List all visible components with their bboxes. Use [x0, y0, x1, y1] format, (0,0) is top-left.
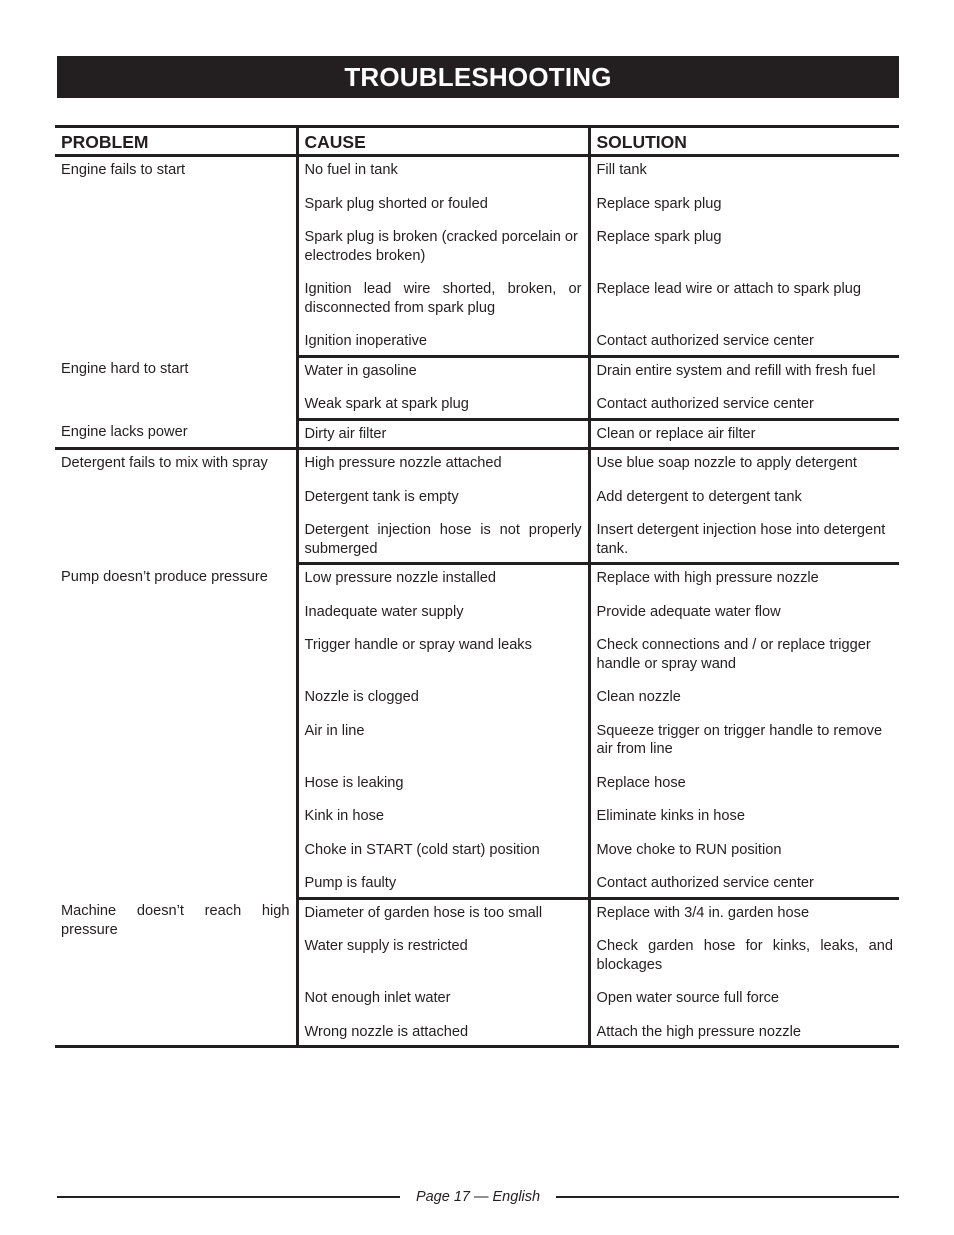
cause-cell: Spark plug is broken (cracked porcelain or electrodes broken) [297, 224, 589, 276]
solution-cell: Move choke to RUN position [589, 837, 899, 871]
cause-cell: Spark plug shorted or fouled [297, 191, 589, 225]
solution-cell: Replace spark plug [589, 224, 899, 276]
cause-cell: Dirty air filter [297, 419, 589, 449]
solution-cell: Clean nozzle [589, 684, 899, 718]
solution-cell: Replace hose [589, 770, 899, 804]
cause-cell: Ignition lead wire shorted, broken, or disconnected from spark plug [297, 276, 589, 328]
solution-cell: Contact authorized service center [589, 391, 899, 419]
cause-cell: Choke in START (cold start) position [297, 837, 589, 871]
solution-cell: Provide adequate water flow [589, 599, 899, 633]
solution-cell: Replace spark plug [589, 191, 899, 225]
table-row [55, 898, 899, 933]
cause-cell: Detergent injection hose is not properly submerged [297, 517, 589, 564]
solution-cell: Insert detergent injection hose into detergent tank. [589, 517, 899, 564]
table-row [55, 419, 899, 449]
cause-cell: Water in gasoline [297, 356, 589, 391]
page-title [57, 56, 899, 98]
table-row [55, 564, 899, 599]
cause-cell: Hose is leaking [297, 770, 589, 804]
cause-cell: High pressure nozzle attached [297, 449, 589, 484]
page-title-text: TROUBLESHOOTING [344, 61, 612, 92]
solution-cell: Replace with high pressure nozzle [589, 564, 899, 599]
problem-cell: Engine hard to start [61, 361, 189, 377]
solution-cell: Contact authorized service center [589, 328, 899, 356]
solution-cell: Open water source full force [589, 985, 899, 1019]
problem-cell: Engine fails to start [61, 162, 186, 178]
cause-cell: Detergent tank is empty [297, 484, 589, 518]
solution-cell: Check connections and / or replace trigger handle or spray wand [589, 632, 899, 684]
cause-cell: Low pressure nozzle installed [297, 564, 589, 599]
troubleshooting-table [55, 125, 899, 1048]
cause-cell: Ignition inoperative [297, 328, 589, 356]
solution-cell: Use blue soap nozzle to apply detergent [589, 449, 899, 484]
footer-rule-right [556, 1196, 899, 1198]
cause-cell: Inadequate water supply [297, 599, 589, 633]
cause-cell: Not enough inlet water [297, 985, 589, 1019]
table-body [55, 156, 899, 1047]
footer-rule-left [57, 1196, 400, 1198]
cause-cell: Diameter of garden hose is too small [297, 898, 589, 933]
problem-cell: Pump doesn’t produce pressure [61, 568, 268, 585]
solution-cell: Eliminate kinks in hose [589, 803, 899, 837]
table-row [55, 449, 899, 484]
cause-cell: Weak spark at spark plug [297, 391, 589, 419]
header-problem: PROBLEM [55, 127, 297, 156]
footer-page-label: Page 17 — English [415, 1189, 541, 1205]
solution-cell: Replace with 3/4 in. garden hose [589, 898, 899, 933]
solution-cell: Clean or replace air filter [589, 419, 899, 449]
cause-cell: Air in line [297, 718, 589, 770]
cause-cell: Pump is faulty [297, 870, 589, 898]
solution-cell: Fill tank [589, 156, 899, 191]
solution-cell: Drain entire system and refill with fresh fuel [589, 356, 899, 391]
solution-cell: Attach the high pressure nozzle [589, 1019, 899, 1047]
problem-cell: Engine lacks power [55, 419, 297, 449]
header-cause: CAUSE [297, 127, 589, 156]
table-row [55, 156, 899, 191]
cause-cell: Wrong nozzle is attached [297, 1019, 589, 1047]
page-footer [57, 1186, 899, 1208]
problem-cell: Machine doesn’t reach high pressure [61, 903, 290, 938]
table-row [55, 356, 899, 391]
solution-cell: Contact authorized service center [589, 870, 899, 898]
solution-cell: Add detergent to detergent tank [589, 484, 899, 518]
cause-cell: Trigger handle or spray wand leaks [297, 632, 589, 684]
solution-cell: Check garden hose for kinks, leaks, and blockages [589, 933, 899, 985]
cause-cell: No fuel in tank [297, 156, 589, 191]
cause-cell: Kink in hose [297, 803, 589, 837]
cause-cell: Water supply is restricted [297, 933, 589, 985]
solution-cell: Squeeze trigger on trigger handle to remove air from line [589, 718, 899, 770]
problem-cell: Detergent fails to mix with spray [61, 455, 268, 471]
table-header-row [55, 127, 899, 156]
solution-cell: Replace lead wire or attach to spark plug [589, 276, 899, 328]
cause-cell: Nozzle is clogged [297, 684, 589, 718]
header-solution: SOLUTION [589, 127, 899, 156]
